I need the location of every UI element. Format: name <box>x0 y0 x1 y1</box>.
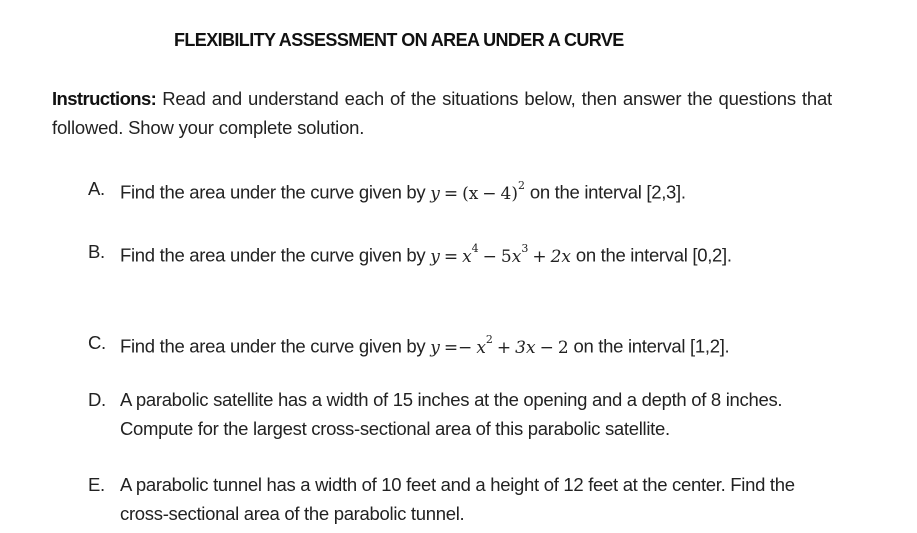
question-letter: B. <box>88 241 105 262</box>
equation: $y = (x - 4)^2$ <box>430 179 525 204</box>
question-text: A parabolic tunnel has a width of 10 feet and a height of 12 feet at the center. Find the cross-sectional area of the parabolic tunnel. <box>120 474 795 524</box>
question-c <box>88 328 848 363</box>
question-letter: A. <box>88 178 105 199</box>
equation: $y =- x^2 + 3x - 2$ <box>430 333 569 358</box>
question-letter: D. <box>88 389 106 410</box>
question-e <box>88 470 828 528</box>
question-a <box>88 174 848 209</box>
question-suffix: on the interval [2,3]. <box>525 181 686 203</box>
question-b <box>88 237 808 272</box>
question-prefix: Find the area under the curve given by <box>120 244 431 266</box>
question-text: A parabolic satellite has a width of 15 inches at the opening and a depth of 8 inches. Compute for the largest cross-sectional area of this parabolic satellite. <box>120 389 783 439</box>
question-d <box>88 385 828 443</box>
question-letter: E. <box>88 474 105 495</box>
question-prefix: Find the area under the curve given by <box>120 335 431 357</box>
question-suffix: on the interval [0,2]. <box>570 244 732 266</box>
instructions-text: Read and understand each of the situations below, then answer the questions that followed. Show your complete solution. <box>52 88 832 138</box>
document-title: FLEXIBILITY ASSESSMENT ON AREA UNDER A CURVE <box>174 30 624 50</box>
question-letter: C. <box>88 332 106 353</box>
question-prefix: Find the area under the curve given by <box>120 181 431 203</box>
equation: $y = x^4 - 5x^3 + 2x$ <box>430 242 571 267</box>
instructions-paragraph <box>52 84 832 142</box>
question-suffix: on the interval [1,2]. <box>568 335 730 357</box>
instructions-label: Instructions: <box>52 88 157 109</box>
